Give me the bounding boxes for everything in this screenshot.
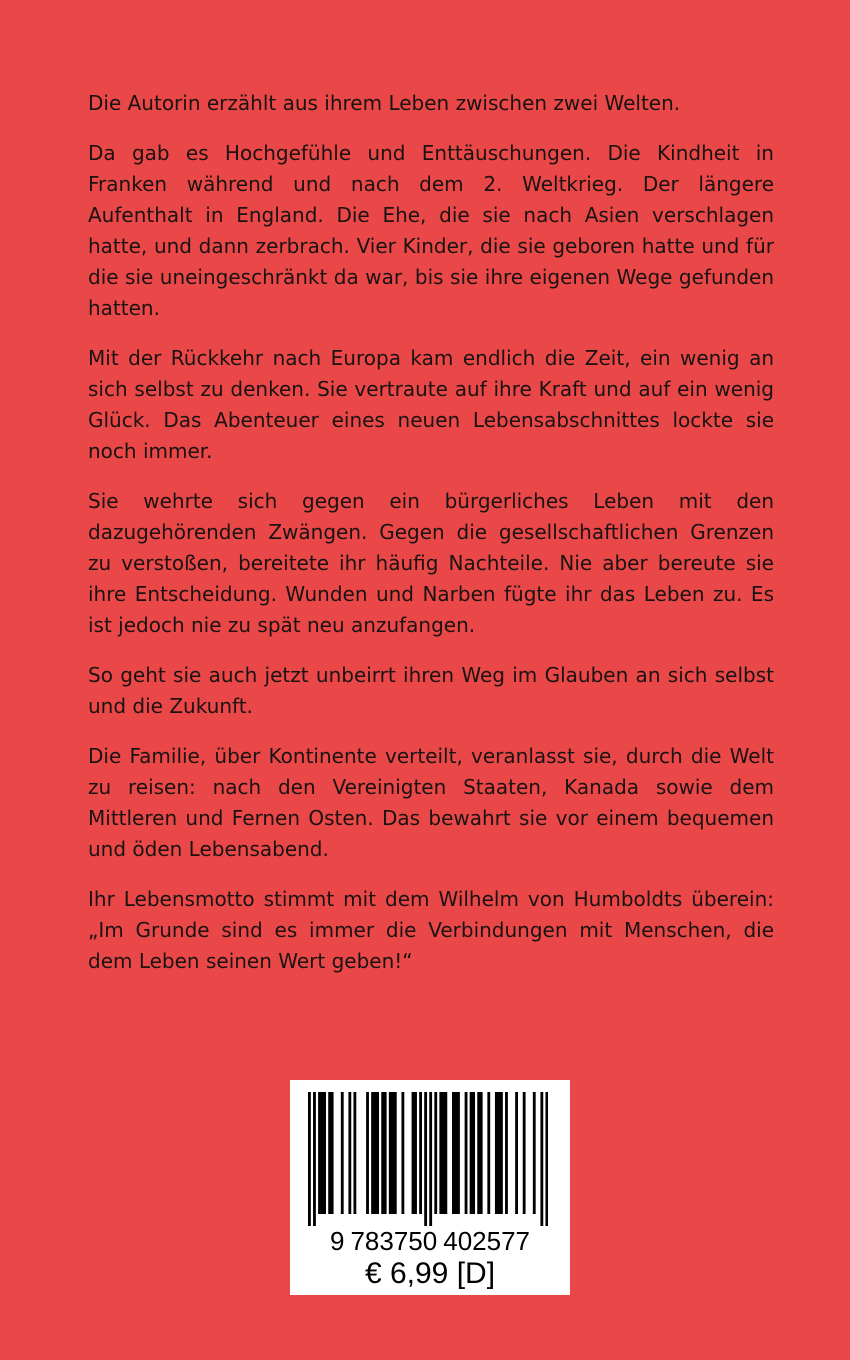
barcode-bar	[480, 1092, 483, 1214]
barcode-bar	[374, 1092, 377, 1214]
barcode-bar	[429, 1092, 432, 1226]
barcode-bar	[505, 1092, 508, 1214]
barcode-bar	[472, 1092, 475, 1214]
barcode-bar	[424, 1092, 427, 1226]
barcode-bar	[533, 1092, 536, 1214]
blurb-paragraph-3: Mit der Rückkehr nach Europa kam endlich die Zeit, ein wenig an sich selbst zu denken. Sie vertraute auf ihre Kraft und auf ein wenig Glück. Das Abenteuer eines neuen Lebensabschnittes lockte sie noch immer.	[88, 346, 774, 463]
isbn-lead-digit: 9	[330, 1226, 345, 1256]
barcode-bar	[321, 1092, 324, 1214]
barcode-bar	[353, 1092, 356, 1214]
blurb-paragraph-4: Sie wehrte sich gegen ein bürgerliches Leben mit den dazugehörenden Zwängen. Gegen die gesellschaftlichen Grenzen zu verstoßen, bereitete ihr häufig Nachteile. Nie aber bereute sie ihre Entscheidung. Wunden und Narben fügte ihr das Leben zu. Es ist jedoch nie zu spät neu anzufangen.	[88, 489, 774, 637]
isbn-group-1: 783750	[350, 1226, 438, 1256]
barcode-bars	[308, 1092, 548, 1226]
barcode-bar	[523, 1092, 526, 1214]
back-cover-blurb	[88, 88, 774, 996]
barcode-bar	[394, 1092, 397, 1214]
barcode-bar	[439, 1092, 442, 1214]
barcode-bar	[470, 1092, 473, 1214]
barcode-bar	[384, 1092, 387, 1214]
barcode-bar	[434, 1092, 437, 1214]
barcode-bar	[545, 1092, 548, 1226]
barcode-bar	[366, 1092, 369, 1214]
barcode-bar	[381, 1092, 384, 1214]
price-label: € 6,99 [D]	[364, 1257, 496, 1290]
barcode-bar	[341, 1092, 344, 1214]
barcode-bar	[376, 1092, 379, 1214]
barcode-bar	[318, 1092, 321, 1214]
barcode-bar	[331, 1092, 334, 1214]
barcode-bar	[412, 1092, 415, 1214]
barcode-bar	[477, 1092, 480, 1214]
barcode-bar	[442, 1092, 445, 1214]
blurb-paragraph-2: Da gab es Hochgefühle und Enttäuschungen. Die Kindheit in Franken während und nach dem 2. Weltkrieg. Der längere Aufenthalt in England. Die Ehe, die sie nach Asien verschlagen hatte, und dann zerbrach. Vier Kinder, die sie geboren hatte und für die sie uneingeschränkt da war, bis sie ihre eigenen Wege gefunden hatten.	[88, 141, 774, 320]
barcode-bar	[371, 1092, 374, 1214]
blurb-paragraph-5: So geht sie auch jetzt unbeirrt ihren Weg im Glauben an sich selbst und die Zukunft.	[88, 663, 774, 718]
barcode-bar	[497, 1092, 500, 1214]
barcode-bar	[348, 1092, 351, 1214]
barcode-bar	[487, 1092, 490, 1214]
isbn-barcode-label	[290, 1080, 570, 1295]
barcode-bar	[457, 1092, 460, 1214]
barcode-bar	[540, 1092, 543, 1226]
barcode-bar	[389, 1092, 392, 1214]
barcode-bar	[465, 1092, 468, 1214]
barcode-bar	[444, 1092, 447, 1214]
barcode-bar	[308, 1092, 311, 1226]
barcode-bar	[323, 1092, 326, 1214]
barcode-bar	[419, 1092, 422, 1214]
barcode-bar	[313, 1092, 316, 1226]
barcode-bar	[500, 1092, 503, 1214]
barcode-bar	[452, 1092, 455, 1214]
barcode-bar	[495, 1092, 498, 1214]
barcode-bar	[455, 1092, 458, 1214]
barcode-bar	[401, 1092, 404, 1214]
blurb-paragraph-7: Ihr Lebensmotto stimmt mit dem Wilhelm von Humboldts überein: „Im Grunde sind es immer die Verbindungen mit Menschen, die dem Leben seinen Wert geben!“	[88, 887, 774, 973]
isbn-group-2: 402577	[443, 1226, 530, 1256]
barcode-bar	[391, 1092, 394, 1214]
barcode-bar	[328, 1092, 331, 1214]
blurb-paragraph-1: Die Autorin erzählt aus ihrem Leben zwischen zwei Welten.	[88, 91, 681, 115]
blurb-paragraph-6: Die Familie, über Kontinente verteilt, veranlasst sie, durch die Welt zu reisen: nach den Vereinigten Staaten, Kanada sowie dem Mittleren und Fernen Osten. Das bewahrt sie vor einem bequemen und öden Lebensabend.	[88, 744, 774, 861]
isbn-number	[290, 1226, 570, 1256]
barcode-bar	[414, 1092, 417, 1214]
barcode-bar	[515, 1092, 518, 1214]
